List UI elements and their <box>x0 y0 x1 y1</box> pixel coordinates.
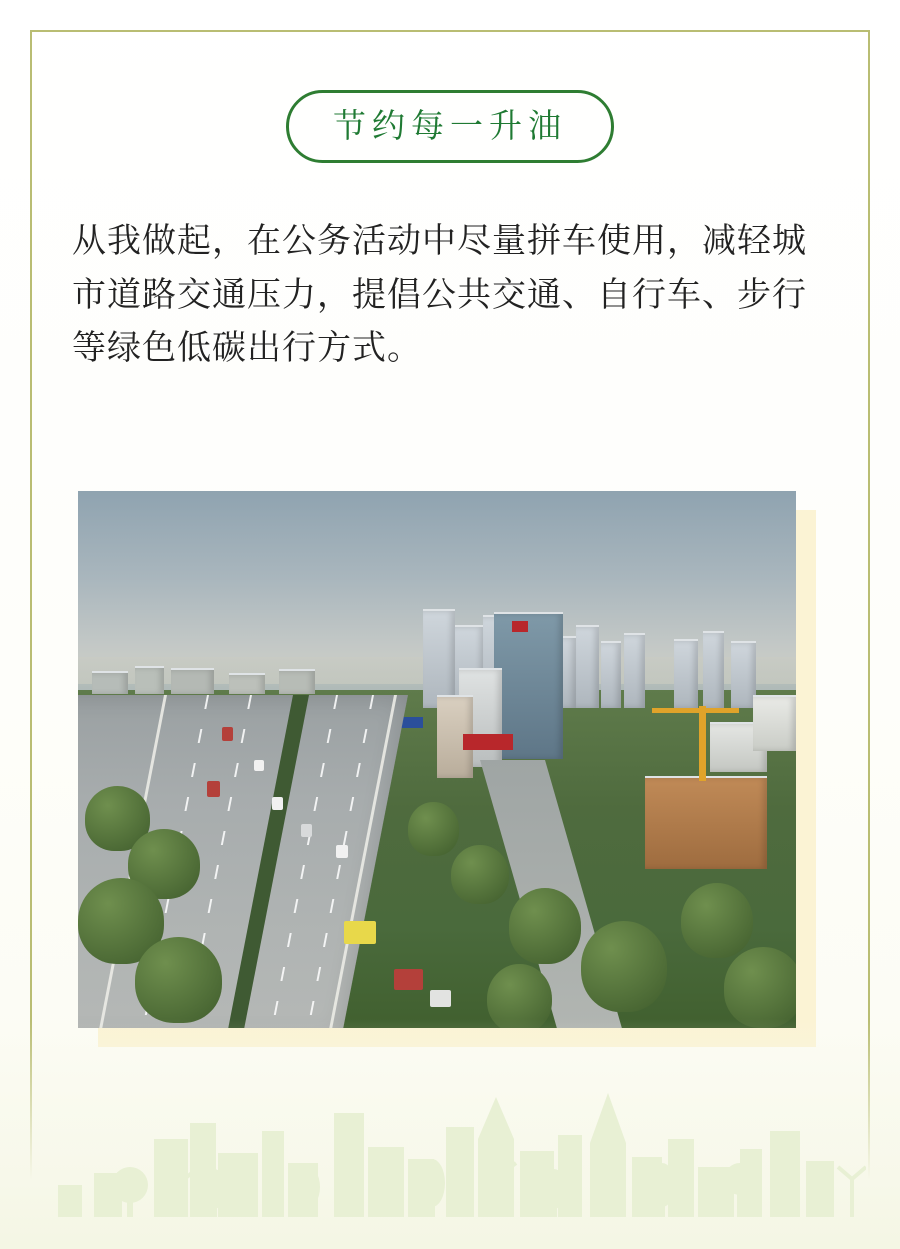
photo-vehicle-car <box>254 760 264 772</box>
photo-building <box>624 633 646 707</box>
photo-tree <box>451 845 508 904</box>
photo-vehicle-car <box>430 990 452 1006</box>
photo-building <box>171 668 214 694</box>
title-badge <box>286 90 614 163</box>
photo-construction-building <box>645 776 767 869</box>
photo-building <box>135 666 164 695</box>
photo-building <box>601 641 621 707</box>
photo-building <box>279 669 315 694</box>
photo-building <box>674 639 698 708</box>
photo-vehicle-bus <box>344 921 376 945</box>
photo-building <box>229 673 265 694</box>
photo-tree <box>509 888 581 963</box>
photo-vehicle-car <box>272 797 283 810</box>
body-paragraph: 从我做起，在公务活动中尽量拼车使用，减轻城市道路交通压力，提倡公共交通、自行车、步行等绿色低碳出行方式。 <box>72 222 807 368</box>
photo-building <box>92 671 128 694</box>
title-text: 节约每一升油 <box>333 107 567 144</box>
photo-vehicle-truck <box>207 781 220 797</box>
title-badge-container <box>0 90 900 163</box>
photo-tree <box>724 947 796 1028</box>
photo-building <box>753 695 796 751</box>
photo-vehicle-car <box>336 845 347 858</box>
photo-tower-crane-jib <box>652 708 738 713</box>
photo-content <box>78 491 796 1028</box>
photo-building <box>576 625 599 708</box>
photo-tower-crane-mast <box>699 706 706 781</box>
photo-vehicle-truck <box>222 727 233 741</box>
city-skyline-silhouette <box>34 1027 866 1217</box>
photo-building <box>423 609 455 708</box>
photo-red-billboard <box>463 734 513 750</box>
photo-building <box>703 631 725 708</box>
photo-vehicle-truck <box>394 969 423 990</box>
aerial-city-highway-photo <box>78 491 796 1028</box>
photo-red-sign <box>512 621 528 632</box>
photo-vehicle-car <box>301 824 312 837</box>
photo-tree <box>681 883 753 958</box>
body-paragraph-container <box>72 215 834 376</box>
skyline-svg <box>34 1027 866 1217</box>
photo-tree <box>581 921 667 1012</box>
photo-tree <box>135 937 221 1023</box>
photo-tree <box>408 802 458 856</box>
